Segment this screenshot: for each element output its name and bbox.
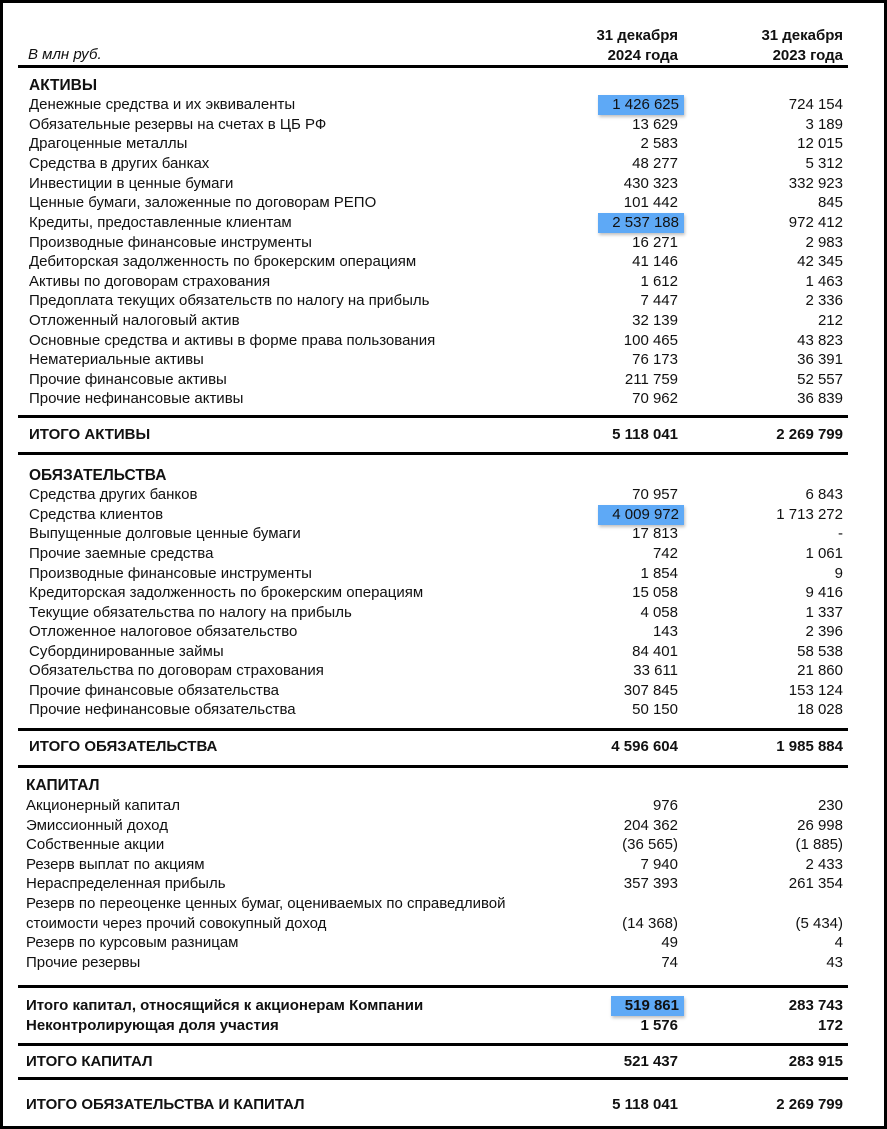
total-row-equity [18,1052,848,1072]
table-row [18,291,848,311]
row-label: Денежные средства и их эквиваленты [29,96,296,113]
value-2023: 2 983 [805,234,843,251]
value-2024-highlighted: 2 537 188 [598,213,684,233]
value-2023: 1 463 [805,273,843,290]
row-label: ИТОГО АКТИВЫ [29,426,151,443]
row-label: ИТОГО ОБЯЗАТЕЛЬСТВА И КАПИТАЛ [26,1096,305,1113]
row-label: Обязательства по договорам страхования [29,662,324,679]
value-2023: 724 154 [788,96,843,113]
row-label: ИТОГО ОБЯЗАТЕЛЬСТВА [29,738,218,755]
value-2024: 5 118 041 [612,1096,678,1113]
nci-row [18,1016,848,1036]
divider [18,1043,848,1046]
row-label: Средства клиентов [29,506,164,523]
unit-label: В млн руб. [28,46,102,63]
row-label: Резерв выплат по акциям [26,856,205,873]
value-2023: 845 [817,194,843,211]
table-row [18,700,848,720]
value-2023: 2 269 799 [776,426,843,443]
table-row [18,661,848,681]
value-2024: 430 323 [623,175,678,192]
value-2023: 18 028 [797,701,843,718]
value-2023: 52 557 [797,371,843,388]
value-2024: 49 [661,934,678,951]
row-label: Нематериальные активы [29,351,204,368]
value-2024: 5 118 041 [612,426,678,443]
row-label: Прочие нефинансовые активы [29,390,244,407]
row-label: Отложенный налоговый актив [29,312,240,329]
value-2024: 76 173 [632,351,678,368]
value-2023: 972 412 [788,214,843,231]
value-2023: 5 312 [805,155,843,172]
value-2024: 4 058 [640,604,678,621]
value-2024: 16 271 [632,234,678,251]
row-label: Резерв по курсовым разницам [26,934,239,951]
value-2024: 13 629 [632,116,678,133]
value-2024-highlighted: 1 426 625 [598,95,684,115]
value-2024: 976 [652,797,678,814]
row-label: Прочие нефинансовые обязательства [29,701,296,718]
table-row [18,642,848,662]
value-2024: 204 362 [623,817,678,834]
divider [18,452,848,455]
value-2023: 153 124 [788,682,843,699]
value-2023: 1 337 [805,604,843,621]
column-header-2024 [518,26,678,66]
row-label: Итого капитал, относящийся к акционерам Компании [26,997,424,1014]
value-2023: 1 985 884 [776,738,843,755]
value-2024: 15 058 [632,584,678,601]
table-row [18,233,848,253]
value-2023: (1 885) [795,836,843,853]
value-2024: 211 759 [624,371,678,388]
value-2024: 307 845 [623,682,678,699]
table-row [18,272,848,292]
table-row [18,213,848,233]
value-2023: 2 433 [805,856,843,873]
value-2024: 1 854 [640,565,678,582]
value-2024: 70 957 [632,486,678,503]
table-row [18,524,848,544]
value-2024: 742 [652,545,678,562]
section-title-equity [18,776,848,796]
row-label: Производные финансовые инструменты [29,565,312,582]
table-row [18,796,848,816]
table-row [18,193,848,213]
header-divider [18,65,848,68]
value-2023: 2 396 [805,623,843,640]
value-2023: 2 336 [805,292,843,309]
row-label: Собственные акции [26,836,165,853]
value-2024: 17 813 [632,525,678,542]
divider [18,1077,848,1080]
value-2023: 261 354 [788,875,843,892]
value-2023: 42 345 [797,253,843,270]
table-row [18,389,848,409]
table-row [18,835,848,855]
divider [18,765,848,768]
value-2023: 212 [817,312,843,329]
value-2023: 283 743 [788,997,843,1014]
section-title-liabilities [18,466,848,486]
row-label: Прочие финансовые активы [29,371,227,388]
grand-total-row [18,1095,848,1115]
table-row [18,115,848,135]
value-2024: 100 465 [623,332,678,349]
value-2023: 1 713 272 [776,506,843,523]
value-2024: 1 612 [640,273,678,290]
row-label: Производные финансовые инструменты [29,234,312,251]
total-row-liabilities [18,737,848,757]
table-row [18,855,848,875]
row-label: Субординированные займы [29,643,224,660]
value-2023: 9 [834,565,843,582]
row-label-line1: Резерв по переоценке ценных бумаг, оцениваемых по справедливой [26,895,506,912]
section-label: АКТИВЫ [29,77,98,94]
row-label: Акционерный капитал [26,797,180,814]
table-row [18,583,848,603]
value-2024: (36 565) [622,836,678,853]
value-2024: 7 940 [640,856,678,873]
row-label: Кредиты, предоставленные клиентам [29,214,292,231]
value-2023: 26 998 [797,817,843,834]
table-row [18,174,848,194]
column-header-2023-date: 31 декабря [761,27,843,44]
table-row [18,816,848,836]
row-label: Основные средства и активы в форме права пользования [29,332,436,349]
table-row [18,370,848,390]
value-2023: 36 839 [797,390,843,407]
value-2024: 41 146 [632,253,678,270]
column-header-2024-year: 2024 года [607,47,678,64]
divider [18,985,848,988]
table-row [18,154,848,174]
table-row [18,544,848,564]
value-2023: 21 860 [797,662,843,679]
value-2024: 50 150 [632,701,678,718]
row-label: Средства в других банках [29,155,210,172]
table-header [18,26,848,66]
value-2023: 332 923 [788,175,843,192]
value-2024-highlighted: 4 009 972 [598,505,684,525]
column-header-2023-year: 2023 года [772,47,843,64]
row-label: Прочие финансовые обязательства [29,682,279,699]
attributable-equity-row [18,996,848,1016]
table-row [18,622,848,642]
row-label: Дебиторская задолженность по брокерским операциям [29,253,417,270]
value-2023: 58 538 [797,643,843,660]
row-label: Нераспределенная прибыль [26,875,226,892]
column-header-2024-date: 31 декабря [596,27,678,44]
value-2023: 1 061 [805,545,843,562]
table-row [18,564,848,584]
value-2024: 74 [661,954,678,971]
table-row [18,933,848,953]
table-row [18,953,848,973]
value-2024: 48 277 [632,155,678,172]
row-label: Обязательные резервы на счетах в ЦБ РФ [29,116,327,133]
row-label: Прочие заемные средства [29,545,214,562]
value-2023: 283 915 [788,1053,843,1070]
table-row [18,874,848,894]
row-label: Драгоценные металлы [29,135,188,152]
table-row [18,252,848,272]
section-label: ОБЯЗАТЕЛЬСТВА [29,467,167,484]
row-label [26,894,505,934]
value-2024: 357 393 [623,875,678,892]
table-row [18,505,848,525]
row-label: Текущие обязательства по налогу на прибыль [29,604,352,621]
value-2023: 3 189 [805,116,843,133]
value-2023: 4 [834,934,843,951]
value-2023: 2 269 799 [776,1096,843,1113]
divider [18,415,848,418]
table-row [18,603,848,623]
table-row [18,134,848,154]
table-row [18,485,848,505]
value-2024: (14 368) [622,915,678,932]
section-label: КАПИТАЛ [26,777,100,794]
table-row [18,894,848,934]
table-row [18,311,848,331]
value-2023: 43 823 [797,332,843,349]
row-label: Предоплата текущих обязательств по налогу на прибыль [29,292,430,309]
value-2024: 2 583 [640,135,678,152]
row-label-line2: стоимости через прочий совокупный доход [26,915,327,932]
total-row-assets [18,425,848,445]
value-2023: - [838,525,843,542]
table-row [18,350,848,370]
value-2023: 230 [817,797,843,814]
row-label: Неконтролирующая доля участия [26,1017,279,1034]
row-label: Эмиссионный доход [26,817,168,834]
value-2024: 32 139 [632,312,678,329]
value-2023: 6 843 [805,486,843,503]
value-2023: 9 416 [805,584,843,601]
table-row [18,681,848,701]
column-header-2023 [683,26,843,66]
row-label: Кредиторская задолженность по брокерским операциям [29,584,424,601]
row-label: Средства других банков [29,486,198,503]
row-label: Прочие резервы [26,954,141,971]
value-2024: 143 [652,623,678,640]
value-2023: 12 015 [797,135,843,152]
row-label: Ценные бумаги, заложенные по договорам РЕПО [29,194,377,211]
value-2024: 84 401 [632,643,678,660]
value-2024: 33 611 [633,662,678,679]
row-label: Отложенное налоговое обязательство [29,623,298,640]
value-2023: 43 [826,954,843,971]
table-row [18,95,848,115]
value-2024: 4 596 604 [611,738,678,755]
value-2024: 70 962 [632,390,678,407]
row-label: Активы по договорам страхования [29,273,271,290]
value-2023: 172 [817,1017,843,1034]
row-label: Выпущенные долговые ценные бумаги [29,525,301,542]
row-label: Инвестиции в ценные бумаги [29,175,234,192]
value-2024-highlighted: 519 861 [611,996,684,1016]
value-2024: 7 447 [640,292,678,309]
value-2024: 1 576 [640,1017,678,1034]
row-label: ИТОГО КАПИТАЛ [26,1053,153,1070]
value-2024: 521 437 [623,1053,678,1070]
value-2023: (5 434) [795,915,843,932]
section-title-assets [18,76,848,96]
divider [18,728,848,731]
value-2024: 101 442 [623,194,678,211]
value-2023: 36 391 [797,351,843,368]
table-row [18,331,848,351]
